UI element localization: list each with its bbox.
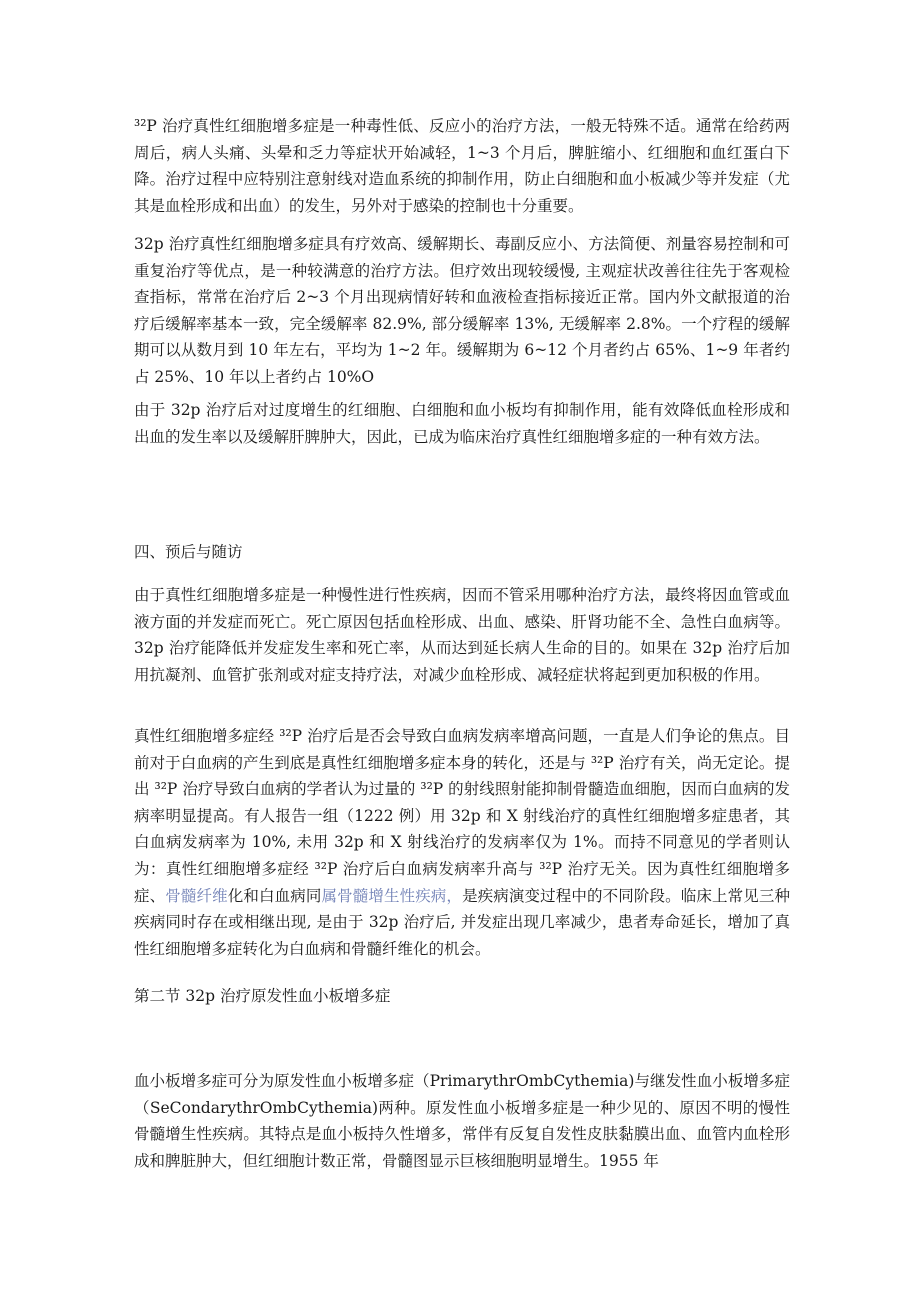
section-heading-thrombocythemia: 第二节 32p 治疗原发性血小板增多症 [134, 987, 391, 1005]
paragraph-p32-treatment-tolerance: ³²P 治疗真性红细胞增多症是一种毒性低、反应小的治疗方法，一般无特殊不适。通常在给药两周后，病人头痛、头晕和乏力等症状开始减轻，1~3 个月后，脾脏缩小、红细胞和血红蛋白下降。治疗过程中应特别注意射线对造血系统的抑制作用，防止白细胞和血小板减少等并发症（尤其是血栓形成和出血）的发生，另外对于感染的控制也十分重要。 [134, 117, 790, 215]
link-myelofibrosis[interactable]: 骨髓纤维 [165, 886, 228, 905]
paragraph-leukemia-debate [134, 723, 790, 962]
link-myeloproliferative[interactable]: 属骨髓增生性疾病， [321, 886, 463, 905]
paragraph-p32-suppression: 由于 32p 治疗后对过度增生的红细胞、白细胞和血小板均有抑制作用，能有效降低血栓形成和出血的发生率以及缓解肝脾肿大，因此，已成为临床治疗真性红细胞增多症的一种有效方法。 [134, 401, 790, 446]
paragraph-text-c: 是疾病演变过程中的不同阶段。临床上常见三种疾病同时存在或相继出现, 是由于 32p 治疗后, 并发症出现几率减少，患者寿命延长，增加了真性红细胞增多症转化为白血病和骨髓纤维化的机会。 [134, 886, 790, 958]
paragraph-text-a: 真性红细胞增多症经 ³²P 治疗后是否会导致白血病发病率增高问题，一直是人们争论的焦点。目前对于白血病的产生到底是真性红细胞增多症本身的转化，还是与 ³²P 治疗有关，尚无定论。提出 ³²P 治疗导致白血病的学者认为过量的 ³²P 的射线照射能抑制骨髓造血细胞，因而白血病的发病率明显提高。有人报告一组（1222 例）用 32p 和 X 射线治疗的真性红细胞增多症患者，其白血病发病率为 10%, 未用 32p 和 X 射线治疗的发病率仅为 1%。而持不同意见的学者则认为：真性红细胞增多症经 ³²P 治疗后白血病发病率升高与 ³²P 治疗无关。因为真性红细胞增多症、 [134, 727, 790, 905]
paragraph-thrombocythemia: 血小板增多症可分为原发性血小板增多症（PrimarythrOmbCythemia)与继发性血小板增多症（SeCondarythrOmbCythemia)两种。原发性血小板增多症是一种少见的、原因不明的慢性骨髓增生性疾病。其特点是血小板持久性增多，常伴有反复自发性皮肤黏膜出血、血管内血栓形成和脾脏肿大，但红细胞计数正常，骨髓图显示巨核细胞明显增生。1955 年 [134, 1072, 790, 1170]
paragraph-prognosis: 由于真性红细胞增多症是一种慢性进行性疾病，因而不管采用哪种治疗方法，最终将因血管或血液方面的并发症而死亡。死亡原因包括血栓形成、出血、感染、肝肾功能不全、急性白血病等。32p 治疗能降低并发症发生率和死亡率，从而达到延长病人生命的目的。如果在 32p 治疗后加用抗凝剂、血管扩张剂或对症支持疗法，对减少血栓形成、减轻症状将起到更加积极的作用。 [134, 586, 790, 684]
section-heading-prognosis: 四、预后与随访 [134, 543, 243, 561]
paragraph-p32-efficacy: 32p 治疗真性红细胞增多症具有疗效高、缓解期长、毒副反应小、方法简便、剂量容易控制和可重复治疗等优点，是一种较满意的治疗方法。但疗效出现较缓慢, 主观症状改善往往先于客观检查指标，常常在治疗后 2~3 个月出现病情好转和血液检查指标接近正常。国内外文献报道的治疗后缓解率基本一致，完全缓解率 82.9%, 部分缓解率 13%, 无缓解率 2.8%。一个疗程的缓解期可以从数月到 10 年左右，平均为 1~2 年。缓解期为 6~12 个月者约占 65%、1~9 年者约占 25%、10 年以上者约占 10%O [134, 235, 790, 386]
paragraph-text-b: 化和白血病同 [227, 886, 322, 905]
